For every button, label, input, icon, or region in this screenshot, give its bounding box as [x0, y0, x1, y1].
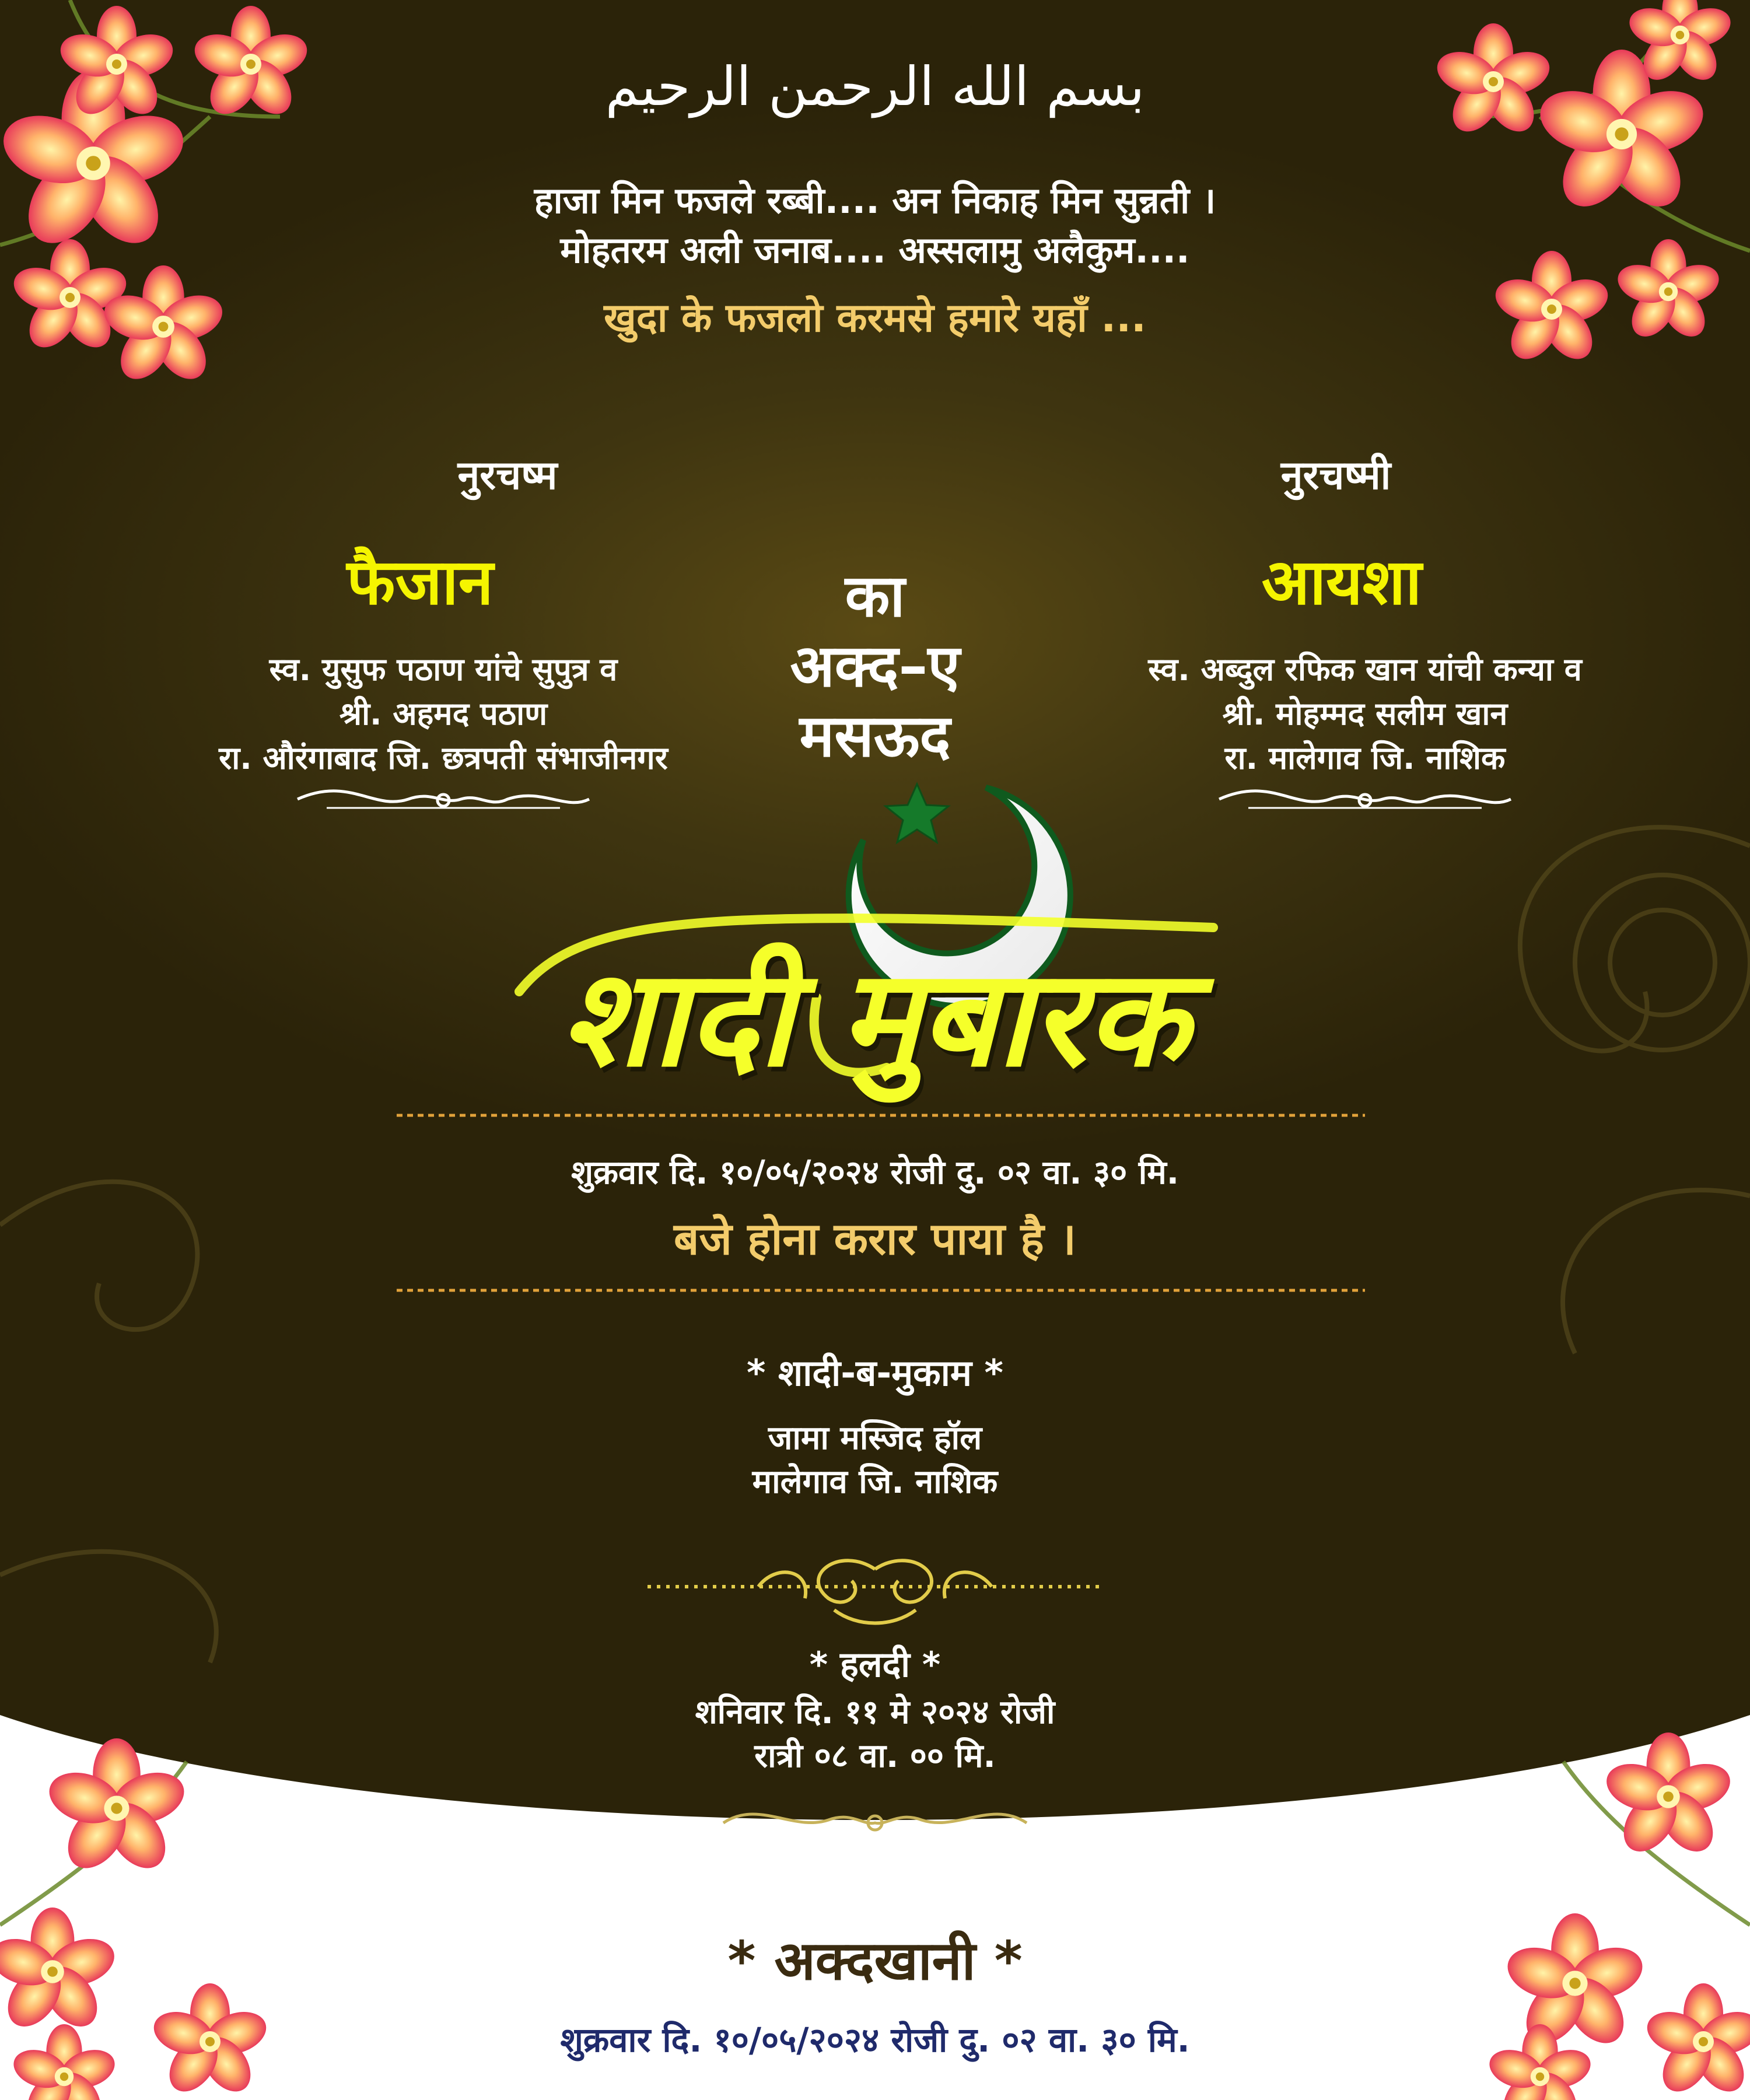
footer-heading: * अक्दखानी * — [727, 1930, 1023, 1992]
bride-title: नुरचष्मी — [1280, 453, 1391, 499]
ceremony-note: बजे होना करार पाया है । — [674, 1213, 1076, 1265]
ceremony-datetime: शुक्रवार दि. १०/०५/२०२४ रोजी दु. ०२ वा. ३० मि. — [570, 1154, 1180, 1192]
footer-datetime: शुक्रवार दि. १०/०५/२०२४ रोजी दु. ०२ वा. ३० मि. — [560, 2020, 1190, 2060]
groom-name: फैजान — [346, 546, 494, 619]
bride-name: आयशा — [1261, 546, 1422, 619]
venue-heading: * शादी-ब-मुकाम * — [747, 1352, 1003, 1394]
flourish-divider-icon — [298, 791, 589, 808]
center-line-3: मसऊद — [799, 702, 951, 770]
groom-line-1: स्व. युसुफ पठाण यांचे सुपुत्र व — [269, 651, 618, 688]
groom-line-2: श्री. अहमद पठाण — [339, 695, 548, 732]
flourish-divider-icon — [648, 1560, 1102, 1623]
haldi-line-2: रात्री ०८ वा. ०० मि. — [754, 1737, 996, 1775]
shadi-mubarak-calligraphy: शादी मुबारक — [561, 939, 1189, 1097]
center-line-1: का — [845, 562, 905, 630]
venue-line-1: जामा मस्जिद हॉल — [768, 1419, 982, 1457]
bismillah-calligraphy: بسم الله الرحمن الرحيم — [605, 55, 1145, 118]
bride-line-2: श्री. मोहम्मद सलीम खान — [1222, 695, 1508, 732]
haldi-heading: * हलदी * — [809, 1644, 941, 1685]
header-line-2: मोहतरम अली जनाब.... अस्सलामु अलैकुम.... — [560, 229, 1190, 271]
venue-line-2: मालेगाव जि. नाशिक — [752, 1463, 998, 1501]
header-line-1: हाजा मिन फजले रब्बी.... अन निकाह मिन सुन्नती । — [534, 179, 1216, 222]
groom-title: नुरचष्म — [457, 453, 558, 499]
bride-details — [1073, 648, 1657, 780]
groom-line-3: रा. औरंगाबाद जि. छत्रपती संभाजीनगर — [219, 740, 668, 776]
header-line-3: खुदा के फजलो करमसे हमारे यहाँ ... — [604, 295, 1146, 341]
flourish-divider-icon — [1219, 791, 1511, 808]
bride-line-1: स्व. अब्दुल रफिक खान यांची कन्या व — [1148, 651, 1582, 688]
haldi-line-1: शनिवार दि. ११ मे २०२४ रोजी — [695, 1693, 1055, 1731]
center-line-2: अक्द–ए — [790, 632, 960, 700]
bride-line-3: रा. मालेगाव जि. नाशिक — [1224, 740, 1506, 776]
